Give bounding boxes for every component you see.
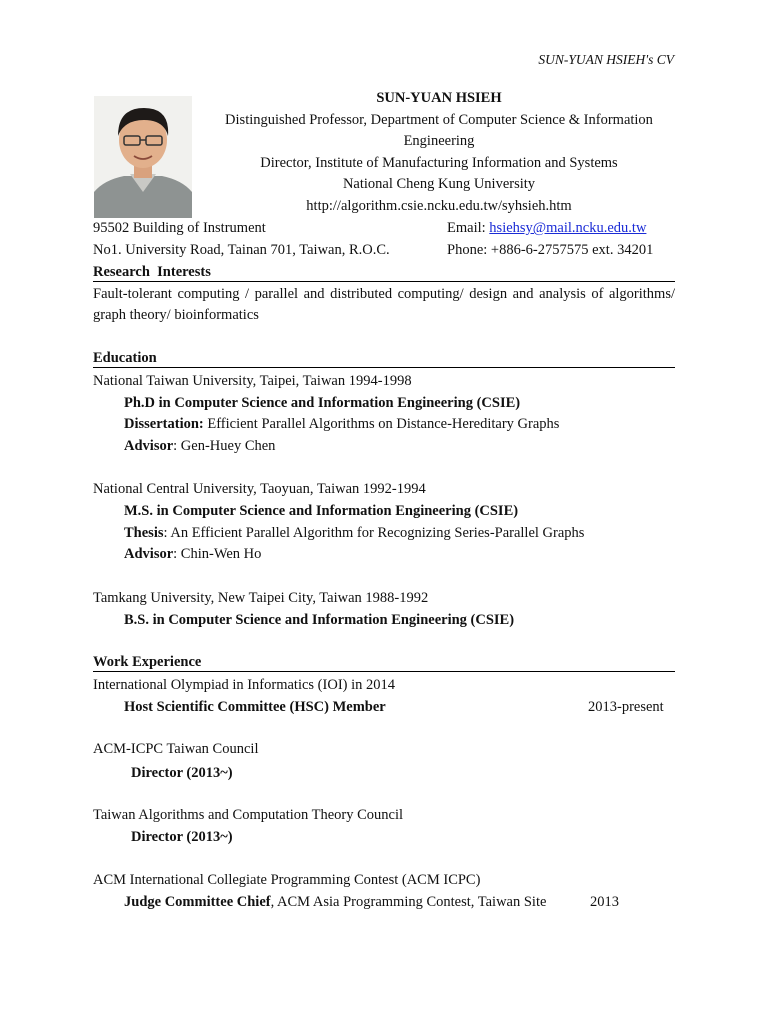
email-row bbox=[447, 220, 646, 237]
running-header: SUN-YUAN HSIEH's CV bbox=[538, 52, 674, 67]
advisor-name: : Gen-Huey Chen bbox=[173, 438, 276, 454]
edu-dissertation-1 bbox=[124, 416, 559, 433]
dissertation-title: Efficient Parallel Algorithms on Distance-Hereditary Graphs bbox=[203, 416, 560, 432]
profile-photo bbox=[94, 96, 192, 218]
role-detail: , ACM Asia Programming Contest, Taiwan Site bbox=[270, 894, 547, 910]
work-role-3: Director (2013~) bbox=[131, 829, 233, 845]
dissertation-label: Dissertation: bbox=[124, 416, 204, 432]
work-org-1: International Olympiad in Informatics (IOI) in 2014 bbox=[93, 677, 396, 693]
person-portrait-icon bbox=[94, 96, 192, 218]
title-line-3: Director, Institute of Manufacturing Information and Systems bbox=[260, 154, 618, 171]
edu-advisor-1 bbox=[124, 438, 275, 455]
title-block bbox=[200, 88, 678, 218]
email-link[interactable]: hsiehsy@mail.ncku.edu.tw bbox=[489, 220, 647, 236]
email-label: Email: bbox=[447, 220, 490, 236]
work-period-1: 2013-present bbox=[588, 699, 664, 715]
work-role-1: Host Scientific Committee (HSC) Member bbox=[124, 699, 386, 715]
education-heading: Education bbox=[93, 350, 675, 368]
work-role-2: Director (2013~) bbox=[131, 765, 233, 781]
edu-degree-2: M.S. in Computer Science and Information Engineering (CSIE) bbox=[124, 503, 519, 519]
advisor-label: Advisor bbox=[124, 438, 174, 454]
role-title: Judge Committee Chief bbox=[124, 894, 271, 910]
website-url[interactable]: http://algorithm.csie.ncku.edu.tw/syhsieh.htm bbox=[306, 197, 572, 214]
edu-degree-1: Ph.D in Computer Science and Information Engineering (CSIE) bbox=[124, 395, 521, 411]
title-line-2: Engineering bbox=[403, 133, 475, 150]
phone-number: Phone: +886-6-2757575 ext. 34201 bbox=[447, 242, 654, 258]
edu-school-1: National Taiwan University, Taipei, Taiwan 1994-1998 bbox=[93, 373, 412, 389]
work-org-4: ACM International Collegiate Programming Contest (ACM ICPC) bbox=[93, 872, 481, 888]
research-text: Fault-tolerant computing / parallel and distributed computing/ design and analysis of algorithms/ graph theory/ bioinformatics bbox=[93, 286, 675, 323]
work-org-3: Taiwan Algorithms and Computation Theory Council bbox=[93, 807, 404, 823]
advisor-name: : Chin-Wen Ho bbox=[173, 546, 262, 562]
person-name: SUN-YUAN HSIEH bbox=[376, 90, 502, 106]
edu-degree-3: B.S. in Computer Science and Information Engineering (CSIE) bbox=[124, 612, 515, 628]
work-heading: Work Experience bbox=[93, 654, 675, 672]
thesis-title: : An Efficient Parallel Algorithm for Recognizing Series-Parallel Graphs bbox=[163, 525, 585, 541]
title-line-1: Distinguished Professor, Department of Computer Science & Information bbox=[225, 111, 653, 128]
address-line-2: No1. University Road, Tainan 701, Taiwan, R.O.C. bbox=[93, 242, 390, 258]
work-role-4 bbox=[124, 894, 546, 911]
address-line-1: 95502 Building of Instrument bbox=[93, 220, 266, 236]
work-period-4: 2013 bbox=[590, 894, 619, 910]
thesis-label: Thesis bbox=[124, 525, 164, 541]
university-name: National Cheng Kung University bbox=[342, 176, 536, 193]
work-org-2: ACM-ICPC Taiwan Council bbox=[93, 741, 259, 757]
edu-advisor-2 bbox=[124, 546, 261, 563]
edu-school-2: National Central University, Taoyuan, Taiwan 1992-1994 bbox=[93, 481, 426, 497]
edu-thesis-2 bbox=[124, 525, 584, 542]
edu-school-3: Tamkang University, New Taipei City, Taiwan 1988-1992 bbox=[93, 590, 429, 606]
advisor-label: Advisor bbox=[124, 546, 174, 562]
research-heading: Research Interests bbox=[93, 264, 675, 282]
